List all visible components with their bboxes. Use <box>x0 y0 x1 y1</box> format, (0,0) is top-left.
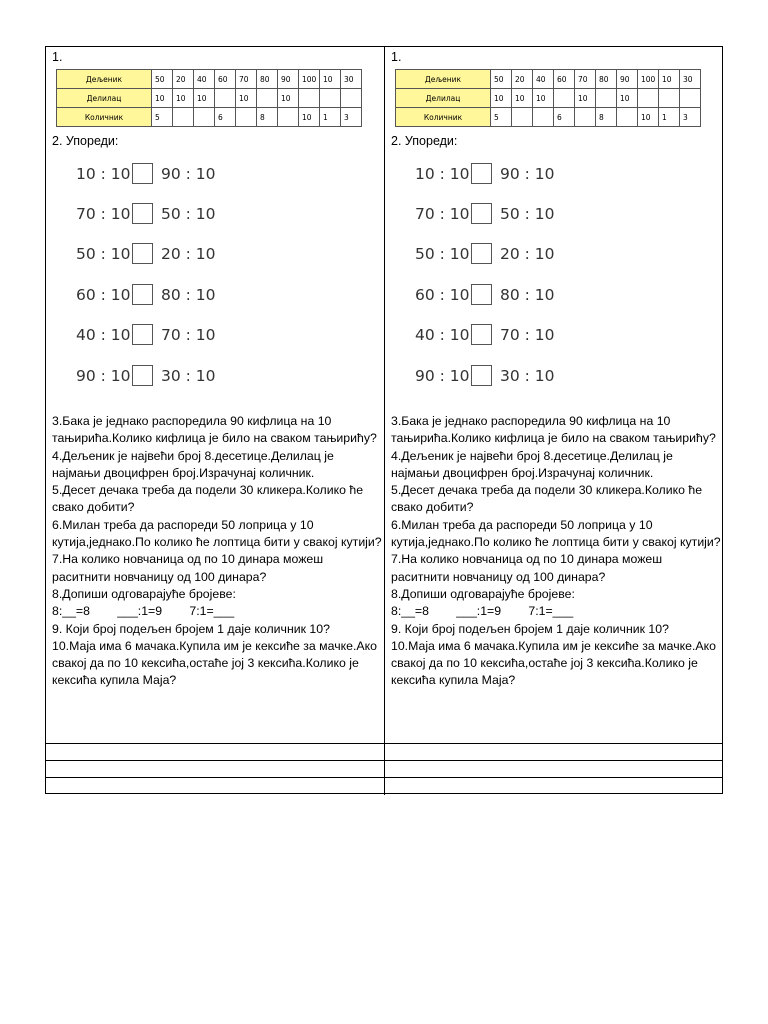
task-item: 4.Дељеник је највећи број 8.десетице.Делилац је најмањи двоцифрен број.Израчунај количник. <box>52 448 334 480</box>
task-item: 3.Бака је једнако распоредила 90 кифлица на 10 тањирића.Колико кифлица је било на сваком тањирићу? <box>52 414 377 446</box>
comparison-left: 90 : 10 <box>76 367 131 385</box>
column-divider <box>384 743 385 795</box>
comparison-left: 10 : 10 <box>76 165 131 183</box>
comparison-right: 80 : 10 <box>161 286 216 304</box>
table-cell: 3 <box>341 108 362 127</box>
table-cell <box>512 108 533 127</box>
comparison-right: 30 : 10 <box>500 367 555 385</box>
comparison-left: 40 : 10 <box>415 326 470 344</box>
comparison-left: 50 : 10 <box>415 245 470 263</box>
task-item: 4.Дељеник је највећи број 8.десетице.Делилац је најмањи двоцифрен број.Израчунај количник. <box>391 448 673 480</box>
task-item: 5.Десет дечака треба да подели 30 кликера.Колико ће свако добити? <box>52 483 364 515</box>
table-cell: 8 <box>596 108 617 127</box>
table-cell: 8 <box>257 108 278 127</box>
task-item: 5.Десет дечака треба да подели 30 кликера.Колико ће свако добити? <box>391 483 703 515</box>
table-cell: 10 <box>173 89 194 108</box>
table-cell: 10 <box>320 70 341 89</box>
task-item: 7.На колико новчаница од по 10 динара можеш раситнити новчаницу од 100 динара? <box>52 552 324 584</box>
table-cell <box>320 89 341 108</box>
comparison-right: 20 : 10 <box>161 245 216 263</box>
question-1-number: 1. <box>52 50 63 64</box>
row-header: Дељеник <box>396 70 491 89</box>
table-cell: 50 <box>491 70 512 89</box>
table-cell: 6 <box>215 108 236 127</box>
comparison-right: 20 : 10 <box>500 245 555 263</box>
table-cell: 3 <box>680 108 701 127</box>
table-cell: 90 <box>278 70 299 89</box>
table-cell: 100 <box>299 70 320 89</box>
task-item: 8.Допиши одговарајуће бројеве: <box>391 586 575 601</box>
division-table-row <box>396 89 701 108</box>
table-cell <box>575 108 596 127</box>
worksheet-right-copy <box>385 47 724 743</box>
comparison-right: 90 : 10 <box>500 165 555 183</box>
table-cell: 5 <box>152 108 173 127</box>
table-cell: 80 <box>257 70 278 89</box>
comparison-right: 50 : 10 <box>161 205 216 223</box>
division-table-row <box>396 108 701 127</box>
worksheet-frame <box>45 46 723 794</box>
row-header: Дељеник <box>57 70 152 89</box>
table-cell <box>236 108 257 127</box>
comparison-answer-box[interactable] <box>132 365 153 386</box>
table-cell <box>659 89 680 108</box>
comparison-right: 70 : 10 <box>500 326 555 344</box>
comparison-answer-box[interactable] <box>471 203 492 224</box>
table-cell <box>596 89 617 108</box>
table-cell <box>533 108 554 127</box>
table-cell: 10 <box>278 89 299 108</box>
comparison-answer-box[interactable] <box>132 324 153 345</box>
comparison-right: 80 : 10 <box>500 286 555 304</box>
table-cell <box>554 89 575 108</box>
question-2-heading: 2. Упореди: <box>52 134 119 148</box>
table-cell: 100 <box>638 70 659 89</box>
table-cell: 10 <box>617 89 638 108</box>
table-cell: 10 <box>512 89 533 108</box>
table-cell: 80 <box>596 70 617 89</box>
task-item: 8:__=8 ___:1=9 7:1=___ <box>52 604 235 619</box>
comparison-answer-box[interactable] <box>132 163 153 184</box>
comparison-right: 30 : 10 <box>161 367 216 385</box>
comparison-answer-box[interactable] <box>471 365 492 386</box>
table-cell: 60 <box>215 70 236 89</box>
table-cell: 20 <box>512 70 533 89</box>
row-header: Количник <box>57 108 152 127</box>
row-header: Делилац <box>57 89 152 108</box>
division-table-row <box>57 70 362 89</box>
table-cell: 1 <box>320 108 341 127</box>
table-cell: 70 <box>236 70 257 89</box>
division-table-row <box>396 70 701 89</box>
division-table-row <box>57 89 362 108</box>
comparison-left: 70 : 10 <box>76 205 131 223</box>
table-cell <box>278 108 299 127</box>
comparison-answer-box[interactable] <box>132 243 153 264</box>
task-item: 6.Милан треба да распореди 50 лоприца у 10 кутија,једнако.По колико ће лоптица бити у свакој кутији? <box>391 517 721 550</box>
comparison-left: 50 : 10 <box>76 245 131 263</box>
question-2-heading: 2. Упореди: <box>391 134 458 148</box>
task-item: 9. Који број подељен бројем 1 даје количник 10? <box>52 621 330 636</box>
table-cell <box>617 108 638 127</box>
table-cell <box>341 89 362 108</box>
comparison-right: 70 : 10 <box>161 326 216 344</box>
table-cell: 1 <box>659 108 680 127</box>
table-cell: 20 <box>173 70 194 89</box>
comparison-answer-box[interactable] <box>471 324 492 345</box>
task-item: 8.Допиши одговарајуће бројеве: <box>52 586 236 601</box>
division-table <box>56 69 362 127</box>
table-cell <box>257 89 278 108</box>
table-cell <box>299 89 320 108</box>
comparison-left: 40 : 10 <box>76 326 131 344</box>
task-item: 10.Маја има 6 мачака.Купила им је кексиће за мачке.Ако свакој да по 10 кексића,остаће јој 3 кексића.Колико је кексића купила Маја? <box>391 638 716 688</box>
table-cell: 10 <box>491 89 512 108</box>
comparison-left: 70 : 10 <box>415 205 470 223</box>
table-cell: 10 <box>659 70 680 89</box>
task-item: 6.Милан треба да распореди 50 лоприца у 10 кутија,једнако.По колико ће лоптица бити у свакој кутији? <box>52 517 382 550</box>
table-cell: 90 <box>617 70 638 89</box>
table-cell <box>173 108 194 127</box>
table-cell: 30 <box>680 70 701 89</box>
table-cell: 60 <box>554 70 575 89</box>
table-cell: 30 <box>341 70 362 89</box>
comparison-answer-box[interactable] <box>471 163 492 184</box>
row-header: Количник <box>396 108 491 127</box>
table-cell: 10 <box>533 89 554 108</box>
division-table <box>395 69 701 127</box>
table-cell: 10 <box>236 89 257 108</box>
comparison-right: 50 : 10 <box>500 205 555 223</box>
task-list <box>52 413 382 690</box>
table-cell: 10 <box>299 108 320 127</box>
table-cell <box>215 89 236 108</box>
table-cell: 10 <box>575 89 596 108</box>
task-item: 8:__=8 ___:1=9 7:1=___ <box>391 604 574 619</box>
table-cell: 10 <box>194 89 215 108</box>
comparison-answer-box[interactable] <box>471 284 492 305</box>
table-cell: 50 <box>152 70 173 89</box>
comparison-left: 60 : 10 <box>415 286 470 304</box>
table-cell: 10 <box>638 108 659 127</box>
task-item: 7.На колико новчаница од по 10 динара можеш раситнити новчаницу од 100 динара? <box>391 552 663 584</box>
comparison-left: 10 : 10 <box>415 165 470 183</box>
task-list <box>391 413 721 690</box>
table-cell <box>638 89 659 108</box>
table-cell: 5 <box>491 108 512 127</box>
table-cell: 10 <box>152 89 173 108</box>
task-item: 3.Бака је једнако распоредила 90 кифлица на 10 тањирића.Колико кифлица је било на сваком тањирићу? <box>391 414 716 446</box>
comparison-left: 60 : 10 <box>76 286 131 304</box>
comparison-left: 90 : 10 <box>415 367 470 385</box>
table-cell: 70 <box>575 70 596 89</box>
task-item: 10.Маја има 6 мачака.Купила им је кексиће за мачке.Ако свакој да по 10 кексића,остаће јој 3 кексића.Колико је кексића купила Маја? <box>52 638 377 688</box>
comparison-answer-box[interactable] <box>132 284 153 305</box>
comparison-answer-box[interactable] <box>132 203 153 224</box>
row-header: Делилац <box>396 89 491 108</box>
comparison-answer-box[interactable] <box>471 243 492 264</box>
worksheet-left-copy <box>46 47 385 743</box>
division-table-row <box>57 108 362 127</box>
task-item: 9. Који број подељен бројем 1 даје количник 10? <box>391 621 669 636</box>
table-cell: 40 <box>533 70 554 89</box>
table-cell: 40 <box>194 70 215 89</box>
question-1-number: 1. <box>391 50 402 64</box>
table-cell <box>194 108 215 127</box>
table-cell: 6 <box>554 108 575 127</box>
comparison-right: 90 : 10 <box>161 165 216 183</box>
table-cell <box>680 89 701 108</box>
